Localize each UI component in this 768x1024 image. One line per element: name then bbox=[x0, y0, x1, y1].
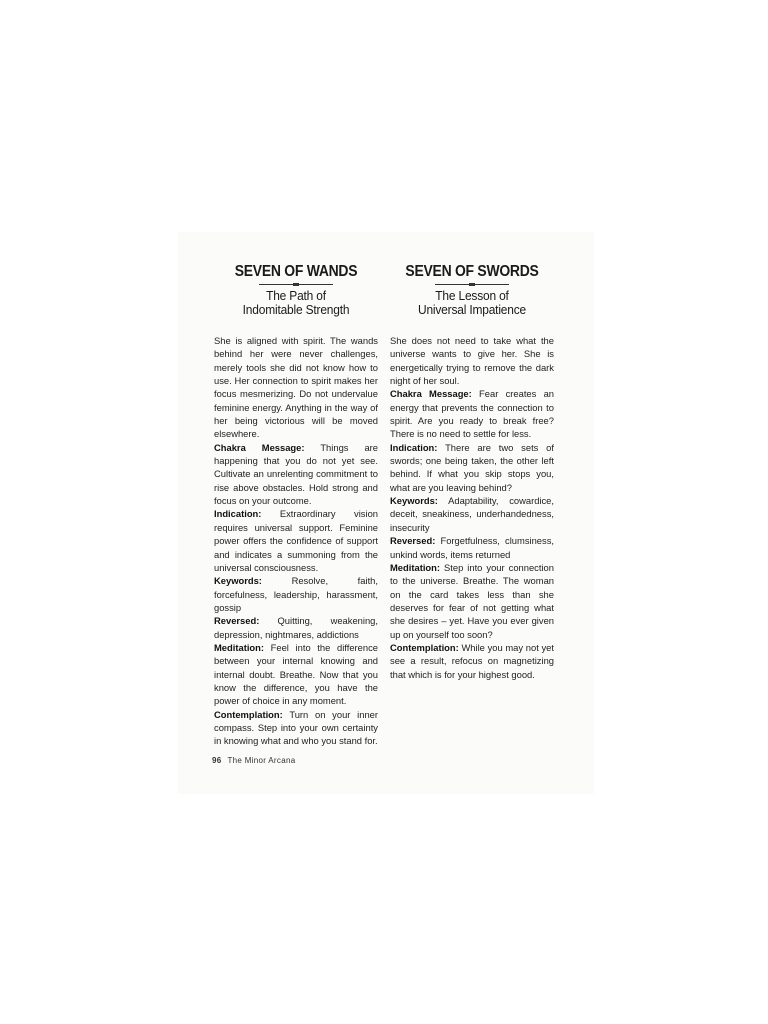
section-text: While you may not yet see a result, refocus on magnetizing that which is for your highest good. bbox=[390, 641, 554, 680]
section-text: Extraordinary vision requires universal support. Feminine power offers the confidence of support and indicates a summoning from the universal consciousness. bbox=[214, 508, 378, 573]
contemplation bbox=[390, 641, 554, 681]
card-description bbox=[214, 334, 378, 748]
section-text: Turn on your inner compass. Step into your own certainty in knowing what and who you stand for. bbox=[214, 708, 378, 747]
subtitle-line: The Path of bbox=[266, 288, 326, 303]
section-label: Chakra Message: bbox=[390, 388, 472, 400]
card-title: SEVEN OF WANDS bbox=[234, 263, 358, 280]
section-text: Fear creates an energy that prevents the connection to spirit. Are you ready to break free? There is no need to settle for less. bbox=[390, 388, 555, 440]
meditation bbox=[214, 641, 378, 708]
title-divider bbox=[259, 284, 333, 285]
section-label: Keywords: bbox=[214, 575, 262, 587]
intro-paragraph: She is aligned with spirit. The wands behind her were never challenges, merely tools she did not know how to use. Her connection to spirit makes her focus mesmerizing. Do not undervalue feminine energy. Anything in the way of her being victorious will be moved elsewhere. bbox=[214, 335, 378, 440]
section-name: The Minor Arcana bbox=[227, 756, 296, 765]
section-label: Chakra Message: bbox=[214, 441, 305, 453]
keywords bbox=[214, 574, 378, 614]
title-divider bbox=[435, 284, 509, 285]
subtitle-line: Indomitable Strength bbox=[242, 302, 350, 317]
section-text: There are two sets of swords; one being taken, the other left behind. If what you skip stops you, what are you leaving behind? bbox=[390, 441, 554, 493]
page-number: 96 bbox=[212, 756, 222, 765]
card-title: SEVEN OF SWORDS bbox=[405, 263, 539, 280]
section-label: Meditation: bbox=[390, 561, 440, 573]
chakra-message bbox=[390, 387, 554, 440]
section-text: Adaptability, cowardice, deceit, sneakiness, underhandedness, insecurity bbox=[390, 495, 555, 533]
subtitle-line: Universal Impatience bbox=[417, 302, 526, 317]
meditation bbox=[390, 561, 554, 641]
chakra-message bbox=[214, 441, 378, 508]
card-subtitle bbox=[397, 289, 548, 317]
reversed bbox=[214, 614, 378, 641]
section-label: Contemplation: bbox=[214, 708, 283, 720]
contemplation bbox=[214, 708, 378, 748]
section-text: Quitting, weakening, depression, nightmares, addictions bbox=[214, 615, 378, 640]
subtitle-line: The Lesson of bbox=[435, 288, 509, 303]
section-text: Step into your connection to the universe. Breathe. The woman on the card takes less than she deserves for fear of not getting what she desires – yet. Have you ever given up on yourself too soon? bbox=[390, 561, 554, 640]
section-label: Meditation: bbox=[214, 641, 264, 653]
indication bbox=[214, 507, 378, 574]
section-text: Feel into the difference between your internal knowing and internal doubt. Breathe. Now that you know the difference, you have the power of choice in any moment. bbox=[214, 641, 378, 707]
section-text: Things are happening that you do not yet see. Cultivate an unrelenting commitment to rise above obstacles. Hold strong and focus on your outcome. bbox=[214, 441, 379, 507]
section-label: Reversed: bbox=[214, 615, 260, 627]
reversed bbox=[390, 534, 554, 561]
section-label: Indication: bbox=[214, 508, 262, 520]
section-label: Indication: bbox=[390, 441, 438, 453]
indication bbox=[390, 441, 554, 494]
intro-paragraph: She does not need to take what the universe wants to give her. She is energetically trying to remove the dark night of her soul. bbox=[390, 335, 554, 387]
section-label: Keywords: bbox=[390, 495, 438, 507]
keywords bbox=[390, 494, 554, 534]
section-text: Resolve, faith, forcefulness, leadership, harassment, gossip bbox=[214, 575, 379, 613]
card-column-seven-of-swords bbox=[390, 262, 554, 681]
section-text: Forgetfulness, clumsiness, unkind words, items returned bbox=[390, 535, 554, 560]
card-column-seven-of-wands bbox=[214, 262, 378, 748]
book-page bbox=[178, 232, 594, 794]
section-label: Reversed: bbox=[390, 535, 436, 547]
card-description bbox=[390, 334, 554, 681]
page-footer bbox=[212, 756, 295, 765]
card-subtitle bbox=[221, 289, 372, 317]
section-label: Contemplation: bbox=[390, 641, 459, 653]
